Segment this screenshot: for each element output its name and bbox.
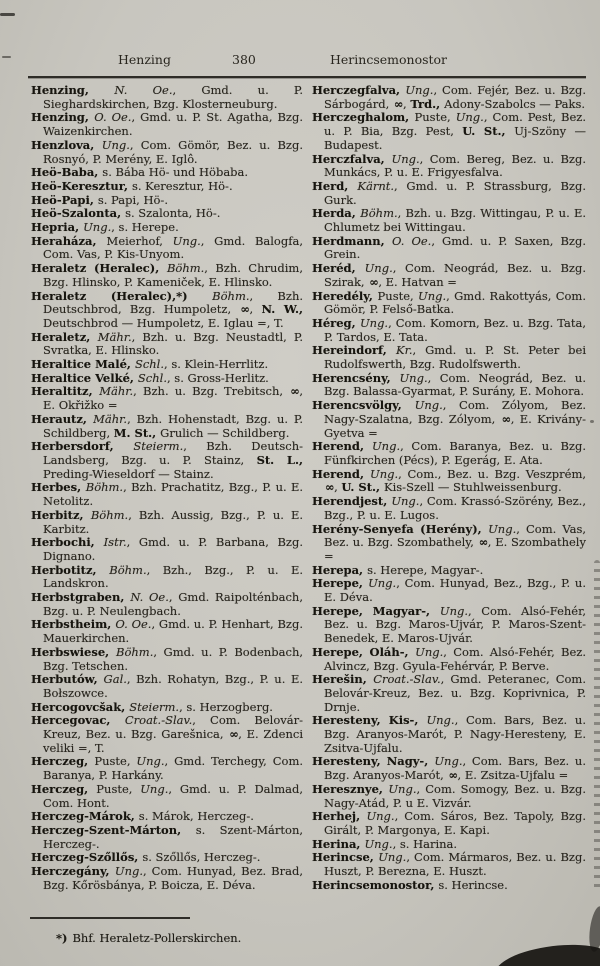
entry-headword: Herczeg-Szent-Márton, xyxy=(31,822,196,837)
entry-headword: Herencsény, xyxy=(312,370,400,385)
footnote-marker: *) xyxy=(56,931,68,945)
railway-abbr: M. St., xyxy=(113,425,161,440)
entry-headword: Herbes, xyxy=(31,480,86,495)
gazetteer-entry xyxy=(312,646,586,673)
gazetteer-entry xyxy=(31,714,303,755)
footnote-rule xyxy=(30,917,190,919)
region-abbr: Ung. xyxy=(364,836,393,851)
region-abbr: Ung. xyxy=(370,466,399,481)
railway-abbr: U. St., xyxy=(341,480,385,495)
entry-text: , s. Herzogberg. xyxy=(179,699,273,714)
region-abbr: Böhm. xyxy=(212,288,250,303)
gazetteer-entry xyxy=(31,701,303,715)
entry-text: , Bzh. Deutschbrod, Bzg. Humpoletz, xyxy=(43,288,304,317)
entry-text: , Gmd. u. P. Sieghardskirchen, Bzg. Klosterneuburg. xyxy=(43,83,303,111)
entry-headword: Hereindorf, xyxy=(312,343,397,358)
gazetteer-entry xyxy=(31,331,303,358)
gazetteer-entry xyxy=(312,111,586,152)
entry-text: , Com. Krassó-Szörény, Bez., Bzg., P. u. E. Lugos. xyxy=(324,494,586,522)
gazetteer-entry xyxy=(31,509,303,536)
entry-headword: Herbochi, xyxy=(31,535,104,550)
entry-text: , Gmd. Balogfa, Com. Vas, P. Kis-Unyom. xyxy=(43,233,303,262)
post-horn-symbol: ∞ xyxy=(369,274,378,289)
gazetteer-entry xyxy=(312,673,586,714)
entry-text: , s. Klein-Herrlitz. xyxy=(164,357,269,372)
footnote xyxy=(56,931,241,945)
header-rule xyxy=(28,76,586,78)
region-abbr: Ung. xyxy=(399,370,428,385)
gazetteer-entry xyxy=(31,111,303,138)
entry-text: , Gmd. u. P. Bodenbach, Bzg. Tetschen. xyxy=(43,644,304,673)
gazetteer-entry xyxy=(31,618,303,645)
entry-text: , Com. Belovár-Kreuz, Bez. u. Bzg. Garešnica, xyxy=(43,713,303,742)
entry-text: Puste, xyxy=(377,288,419,303)
entry-text: s. Keresztur, Hö-. xyxy=(131,178,233,193)
scan-artifact-ink-blot xyxy=(493,939,600,966)
entry-text: s. Papi, Hö-. xyxy=(97,192,168,207)
gazetteer-entry xyxy=(312,783,586,810)
entry-headword: Herbswiese, xyxy=(31,644,117,659)
region-abbr: Böhm. xyxy=(90,507,129,522)
entry-headword: Heö-Baba, xyxy=(31,165,103,180)
region-abbr: Ung. xyxy=(415,644,444,659)
gazetteer-entry xyxy=(312,317,586,344)
entry-text: , Gmd. u. P. Dalmad, Com. Hont. xyxy=(43,781,303,810)
gazetteer-entry xyxy=(31,481,303,508)
entry-headword: Herczeg-Márok, xyxy=(31,809,139,824)
entry-headword: Herczegfalva, xyxy=(312,83,406,97)
region-abbr: Gal. xyxy=(103,672,127,687)
region-abbr: Böhm. xyxy=(166,261,205,276)
entry-headword: Heraltitz, xyxy=(31,384,100,399)
region-abbr: Ung. xyxy=(101,137,130,152)
region-abbr: Ung. xyxy=(414,398,443,413)
entry-text: , Gmd. u. P. St. Peter bei Rudolfswerth, Bzg. Rudolfswerth. xyxy=(324,343,586,372)
gazetteer-entry xyxy=(312,523,586,564)
entry-headword: Herhej, xyxy=(312,809,367,824)
region-abbr: Ung. xyxy=(114,864,144,879)
entry-text: Kis-Szell — Stuhlweissenburg. xyxy=(384,480,562,495)
entry-headword: Herd, xyxy=(312,178,358,193)
gazetteer-entry xyxy=(31,139,303,166)
region-abbr: Ung. xyxy=(439,603,469,618)
gazetteer-entry xyxy=(312,399,586,440)
entry-headword: Heresteny, Nagy-, xyxy=(312,754,435,769)
entry-text: , Com. Gömör, Bez. u. Bzg. Rosnyó, P. Merény, E. Iglô. xyxy=(43,137,303,166)
entry-text: , Gmd. Terchegy, Com. Baranya, P. Harkány. xyxy=(43,754,304,783)
entry-text: , Com. Hunyad, Bez., Bzg., P. u. E. Déva. xyxy=(324,576,586,605)
entry-headword: Herczeg, xyxy=(31,754,95,769)
entry-text: , Gmd. Raipolténbach, Bzg. u. P. Neulengbach. xyxy=(43,590,303,618)
region-abbr: Ung. xyxy=(434,754,463,769)
entry-text: , Gmd. u. P. Henhart, Bzg. Mauerkirchen. xyxy=(43,617,303,646)
entry-text: , Bzh. u. Bzg. Wittingau, P. u. E. Chlumetz bei Wittingau. xyxy=(324,206,586,235)
gazetteer-entry xyxy=(312,838,586,852)
region-abbr: N. Oe. xyxy=(114,83,173,97)
region-abbr: Ung. xyxy=(359,315,389,330)
entry-text: , Bzh. Prachatitz, Bzg., P. u. E. Netolitz. xyxy=(43,480,303,509)
gazetteer-entry xyxy=(312,564,586,578)
entry-headword: Heraletz, xyxy=(31,329,98,344)
entry-headword: Herina, xyxy=(312,836,365,851)
entry-text: s. Herepe, Magyar-. xyxy=(367,562,484,577)
entry-headword: Heresteny, Kis-, xyxy=(312,713,427,728)
gazetteer-entry xyxy=(312,879,586,893)
gazetteer-entry xyxy=(312,495,586,522)
post-horn-symbol: ∞ xyxy=(478,535,487,550)
gazetteer-entry xyxy=(31,755,303,782)
entry-text: Uj-Szöny — Budapest. xyxy=(324,124,586,152)
post-horn-symbol: ∞ xyxy=(229,727,238,742)
gazetteer-entry xyxy=(31,358,303,372)
region-abbr: Ung. xyxy=(172,233,201,248)
scan-artifact-edge-speckle xyxy=(594,560,600,890)
entry-text: , Com., Bez. u. Bzg. Veszprém, xyxy=(398,466,587,481)
entry-text: Preding-Wieseldorf — Stainz. xyxy=(43,466,214,481)
gazetteer-entry xyxy=(312,810,586,837)
scan-artifact-speck xyxy=(590,420,594,423)
entry-text: , Gmd. u. P. Strassburg, Bzg. Gurk. xyxy=(324,178,586,207)
gazetteer-entry xyxy=(312,440,586,467)
entry-headword: Herczeg-Szőllős, xyxy=(31,850,143,865)
gazetteer-entry xyxy=(31,180,303,194)
entry-headword: Herczfalva, xyxy=(312,151,392,166)
entry-text: Puste, xyxy=(94,754,137,769)
entry-text: , E. Hatvan = xyxy=(378,274,457,289)
region-abbr: Ung. xyxy=(391,151,420,166)
gazetteer-entry xyxy=(31,591,303,618)
region-abbr: Ung. xyxy=(455,110,484,125)
entry-text: Puste, xyxy=(414,110,456,125)
region-abbr: Croat.-Slav. xyxy=(124,713,193,728)
entry-headword: Heö-Szalonta, xyxy=(31,206,126,221)
entry-text: , Com. Bereg, Bez. u. Bzg. Munkács, P. u. E. Frigyesfalva. xyxy=(324,151,587,180)
entry-headword: Herczegány, xyxy=(31,864,115,879)
entry-text: , Com. Alsó-Fehér, Bez. Alvincz, Bzg. Gyula-Fehérvár, P. Berve. xyxy=(324,644,587,673)
region-abbr: O. Oe. xyxy=(392,233,432,248)
gazetteer-entry xyxy=(31,262,303,289)
entry-text: Puste, xyxy=(96,781,141,796)
gazetteer-entry xyxy=(31,207,303,221)
left-column xyxy=(31,84,303,892)
entry-headword: Herbutów, xyxy=(31,672,104,687)
entry-text: , Com. Zólyom, Bez. Nagy-Szalatna, Bzg. Zólyom, xyxy=(324,398,586,426)
gazetteer-entry xyxy=(31,536,303,563)
entry-headword: Herény-Senyefa (Herény), xyxy=(312,521,489,536)
post-horn-symbol: ∞ xyxy=(240,302,249,317)
entry-headword: Herbotitz, xyxy=(31,562,110,577)
entry-text: , Gmd. u. P. Barbana, Bzg. Dignano. xyxy=(43,535,303,563)
gazetteer-entry xyxy=(31,385,303,412)
region-abbr: Ung. xyxy=(405,83,434,97)
entry-headword: Herdmann, xyxy=(312,233,393,248)
entry-text: , Bzh. Chrudim, Bzg. Hlinsko, P. Kameniček, E. Hlinsko. xyxy=(43,261,303,289)
gazetteer-entry xyxy=(312,180,586,207)
entry-text: , xyxy=(403,96,411,111)
entry-headword: Herautz, xyxy=(31,411,94,426)
entry-headword: Héreg, xyxy=(312,315,360,330)
entry-text: , Com. Komorn, Bez. u. Bzg. Tata, P. Tardos, E. Tata. xyxy=(324,315,587,344)
gazetteer-entry xyxy=(312,577,586,604)
region-abbr: Steierm. xyxy=(129,699,180,714)
region-abbr: Ung. xyxy=(418,288,447,303)
region-abbr: Ung. xyxy=(368,576,397,591)
region-abbr: Böhm. xyxy=(116,644,154,659)
entry-headword: Henzlova, xyxy=(31,137,102,152)
entry-text: , Com. Neográd, Bez. u. Bzg. Balassa-Gyarmat, P. Surány, E. Mohora. xyxy=(324,370,586,399)
region-abbr: Ung. xyxy=(488,521,517,536)
entry-text: , Gmd. u. P. St. Agatha, Bzg. Waizenkirchen. xyxy=(43,110,303,139)
region-abbr: Ung. xyxy=(371,439,401,454)
entry-text: , E. Szombathely = xyxy=(324,535,586,563)
entry-headword: Herendjest, xyxy=(312,494,392,509)
entry-text: , Com. Hunyad, Bez. Brad, Bzg. Kőrösbánya, P. Boicza, E. Déva. xyxy=(43,864,303,892)
entry-text: , Bzh. Aussig, Bzg., P. u. E. Karbitz. xyxy=(43,507,303,536)
railway-abbr: U. St., xyxy=(462,124,515,139)
post-horn-symbol: ∞ xyxy=(448,768,457,783)
railway-abbr: St. L., xyxy=(256,452,304,467)
entry-headword: Heraletz (Heralec), xyxy=(31,261,167,276)
entry-text: , xyxy=(249,302,262,317)
gazetteer-entry xyxy=(31,290,303,331)
entry-headword: Heresznye, xyxy=(312,781,389,796)
entry-headword: Heö-Keresztur, xyxy=(31,178,132,193)
entry-headword: Herend, xyxy=(312,439,372,454)
post-horn-symbol: ∞ xyxy=(325,480,334,495)
entry-headword: Henzing, xyxy=(31,110,95,125)
entry-text: , Bzh. Deutsch-Landsberg, Bzg. u. P. Stainz, xyxy=(43,439,303,467)
entry-text: , Com. Neográd, Bez. u. Bzg. Szirak, xyxy=(324,261,586,289)
entry-headword: Hercegovac, xyxy=(31,713,125,728)
entry-headword: Heraltice Malé, xyxy=(31,357,135,372)
entry-text: , Bzh., Bzg., P. u. E. Landskron. xyxy=(43,562,303,591)
region-abbr: Ung. xyxy=(388,781,417,796)
entry-text: , Gmd. Peteranec, Com. Belovár-Kreuz, Bez. u. Bzg. Koprivnica, P. Drnje. xyxy=(324,672,586,714)
entry-headword: Herepe, Oláh-, xyxy=(312,644,416,659)
region-abbr: Ung. xyxy=(140,781,169,796)
entry-text: , E. Zsitza-Ujfalu = xyxy=(457,768,569,783)
entry-text: , Com. Mármaros, Bez. u. Bzg. Huszt, P. Berezna, E. Huszt. xyxy=(324,850,586,879)
entry-headword: Herepe, xyxy=(312,576,369,591)
region-abbr: Steierm. xyxy=(133,439,184,454)
gazetteer-entry xyxy=(31,440,303,481)
entry-text: , Gmd. Rakottyás, Com. Gömör, P. Felső-Batka. xyxy=(324,288,586,317)
entry-headword: Henzing, xyxy=(31,83,115,97)
entry-text: , Bzh. u. Bzg. Neustadtl, P. Svratka, E. Hlinsko. xyxy=(43,329,303,358)
region-abbr: Mähr. xyxy=(97,329,132,344)
entry-text: , E. Zdenci veliki =, T. xyxy=(43,727,303,755)
entry-text: , Com. Baranya, Bez. u. Bzg. Fünfkirchen (Pécs), P. Egerág, E. Ata. xyxy=(324,439,586,467)
entry-text: , s. Gross-Herlitz. xyxy=(166,370,269,385)
entry-text: s. Szőllős, Herczeg-. xyxy=(142,850,261,865)
region-abbr: O. Oe. xyxy=(115,617,152,632)
entry-text: , E. Krivány-Gyetva = xyxy=(324,411,586,440)
region-abbr: Ung. xyxy=(364,261,393,276)
gazetteer-entry xyxy=(31,84,303,111)
entry-text: , xyxy=(334,480,342,495)
entry-text: , Com. Pest, Bez. u. P. Bia, Bzg. Pest, xyxy=(324,110,586,139)
gazetteer-entry xyxy=(312,372,586,399)
gazetteer-entry xyxy=(31,783,303,810)
scan-artifact-dash xyxy=(0,13,15,16)
entry-text: , Bzh. Hohenstadt, Bzg. u. P. Schildberg, xyxy=(43,411,303,440)
right-column xyxy=(312,84,586,892)
gazetteer-entry xyxy=(31,673,303,700)
entry-headword: Herbitz, xyxy=(31,507,91,522)
gazetteer-entry xyxy=(31,235,303,262)
header-left-keyword: Henzing xyxy=(118,52,171,67)
gazetteer-entry xyxy=(312,84,586,111)
entry-headword: Herincse, xyxy=(312,850,379,865)
entry-headword: Herend, xyxy=(312,466,371,481)
gazetteer-entry xyxy=(31,824,303,851)
entry-text: , s. Harina. xyxy=(392,836,458,851)
gazetteer-entry xyxy=(312,344,586,371)
entry-headword: Herepe, Magyar-, xyxy=(312,603,440,618)
entry-text: , Com. Vas, Bez. u. Bzg. Szombathely, xyxy=(324,521,586,550)
region-abbr: Böhm. xyxy=(109,562,147,577)
post-horn-symbol: ∞ xyxy=(501,411,510,426)
entry-text: , Com. Bars, Bez. u. Bzg. Aranyos-Marót, P. Nagy-Heresteny, E. Zsitva-Ujfalu. xyxy=(324,713,586,755)
region-abbr: O. Oe. xyxy=(94,110,132,125)
entry-text: s. Szent-Márton, Herczeg-. xyxy=(43,822,304,851)
entry-text: s. Szalonta, Hö-. xyxy=(125,206,221,221)
gazetteer-entry xyxy=(312,153,586,180)
entry-headword: Heréd, xyxy=(312,261,365,276)
gazetteer-entry xyxy=(31,166,303,180)
region-abbr: Ung. xyxy=(378,850,407,865)
region-abbr: Schl. xyxy=(134,357,165,372)
entry-text: , Com. Fejér, Bez. u. Bzg. Sárbogárd, xyxy=(324,83,586,111)
entry-text: s. Márok, Herczeg-. xyxy=(138,809,254,824)
entry-headword: Herepa, xyxy=(312,562,368,577)
entry-headword: Hercogovcšak, xyxy=(31,699,130,714)
region-abbr: Böhm. xyxy=(360,206,398,221)
region-abbr: Mähr. xyxy=(99,384,134,399)
region-abbr: Böhm. xyxy=(85,480,124,495)
entry-text: s. Herincse. xyxy=(438,877,508,892)
entry-headword: Herbstgraben, xyxy=(31,590,131,605)
entry-text: , Com. Sáros, Bez. Tapoly, Bzg. Girált, P. Margonya, E. Kapi. xyxy=(324,809,586,837)
gazetteer-entry xyxy=(312,468,586,495)
gazetteer-entry xyxy=(31,865,303,892)
gazetteer-entry xyxy=(312,235,586,262)
entry-text: , s. Herepe. xyxy=(111,220,179,235)
gazetteer-entry xyxy=(31,413,303,440)
gazetteer-entry xyxy=(31,810,303,824)
entry-text: , Com. Alsó-Fehér, Bez. u. Bzg. Maros-Ujvár, P. Maros-Szent-Benedek, E. Maros-Ujvár. xyxy=(324,603,587,646)
region-abbr: Ung. xyxy=(426,713,455,728)
gazetteer-entry xyxy=(312,851,586,878)
region-abbr: N. Oe. xyxy=(130,590,169,605)
region-abbr: Kr. xyxy=(396,343,413,358)
entry-headword: Heraháza, xyxy=(31,233,107,248)
gazetteer-entry xyxy=(312,207,586,234)
entry-headword: Herešin, xyxy=(312,672,374,687)
entry-headword: Herczeg, xyxy=(31,781,97,796)
entry-text: , Gmd. u. P. Saxen, Bzg. Grein. xyxy=(324,233,586,262)
gazetteer-entry xyxy=(31,221,303,235)
gazetteer-entry xyxy=(312,714,586,755)
entry-text: , E. Okřižko = xyxy=(43,384,304,413)
entry-text: , Bzh. u. Bzg. Trebitsch, xyxy=(133,384,290,399)
page-number: 380 xyxy=(232,52,256,67)
entry-text: Deutschbrod — Humpoletz, E. Iglau =, T. xyxy=(43,315,284,330)
entry-headword: Herencsvölgy, xyxy=(312,398,415,413)
entry-headword: Heredély, xyxy=(312,288,378,303)
entry-headword: Herda, xyxy=(312,206,361,221)
gazetteer-entry xyxy=(31,194,303,208)
region-abbr: Ung. xyxy=(366,809,395,824)
gazetteer-entry xyxy=(312,605,586,646)
gazetteer-entry xyxy=(31,372,303,386)
entry-headword: Heraltice Velké, xyxy=(31,370,138,385)
entry-headword: Heraletz (Heralec),*) xyxy=(31,288,213,303)
entry-text: Meierhof, xyxy=(106,233,173,248)
region-abbr: Croat.-Slav. xyxy=(373,672,441,687)
scan-artifact-dash xyxy=(2,56,11,58)
gazetteer-entry xyxy=(31,646,303,673)
entry-text: , Bzh. Rohatyn, Bzg., P. u. E. Bołszowce. xyxy=(43,672,303,700)
gazetteer-entry xyxy=(312,262,586,289)
gazetteer-entry xyxy=(31,564,303,591)
entry-headword: Herbersdorf, xyxy=(31,439,134,454)
region-abbr: Schl. xyxy=(137,370,167,385)
page-header xyxy=(30,52,586,72)
gazetteer-entry xyxy=(31,851,303,865)
entry-text: Adony-Szabolcs — Paks. xyxy=(444,96,586,111)
gazetteer-entry xyxy=(312,755,586,782)
entry-headword: Herbstheim, xyxy=(31,617,116,632)
entry-headword: Hepria, xyxy=(31,220,84,235)
entry-headword: Heö-Papi, xyxy=(31,192,98,207)
entry-text: , Com. Somogy, Bez. u. Bzg. Nagy-Atád, P. u E. Vizvár. xyxy=(324,781,586,810)
header-right-keyword: Herincsemonostor xyxy=(330,52,448,67)
region-abbr: Mähr. xyxy=(93,411,128,426)
entry-text: s. Bába Hö- und Höbaba. xyxy=(102,165,249,180)
entry-text: , Com. Bars, Bez. u. Bzg. Aranyos-Marót, xyxy=(324,754,586,783)
entry-text: Grulich — Schildberg. xyxy=(160,425,290,440)
post-horn-symbol: ∞ xyxy=(393,96,402,111)
region-abbr: Ung. xyxy=(136,754,165,769)
entry-headword: Herczeghalom, xyxy=(312,110,415,125)
region-abbr: Kärnt. xyxy=(357,178,395,193)
region-abbr: Ung. xyxy=(391,494,420,509)
post-horn-symbol: ∞ xyxy=(290,384,299,399)
footnote-text: Bhf. Heraletz-Pollerskirchen. xyxy=(72,931,242,945)
gazetteer-entry xyxy=(312,290,586,317)
railway-abbr: N. W., xyxy=(261,302,303,317)
region-abbr: Ung. xyxy=(83,220,112,235)
railway-abbr: Trd., xyxy=(410,96,445,111)
region-abbr: Istr. xyxy=(103,535,127,550)
entry-headword: Herincsemonostor, xyxy=(312,877,439,892)
